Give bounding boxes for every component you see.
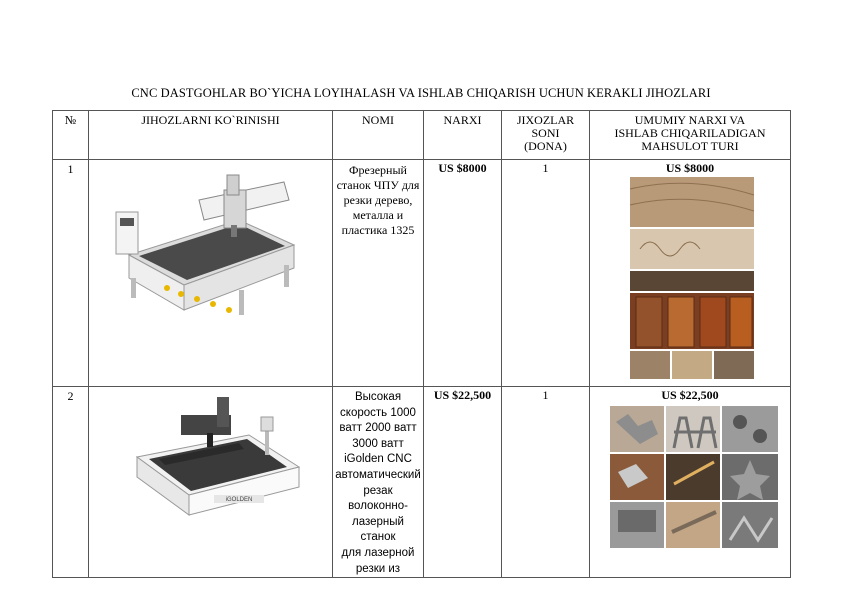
product-name-1	[333, 160, 424, 387]
quantity: 1	[502, 160, 590, 387]
name-line: лазерный станок	[352, 515, 404, 544]
name-line: резки из	[355, 562, 401, 575]
name-line: ватт 2000 ватт	[339, 422, 417, 435]
metal-cut-parts-collage-icon	[590, 402, 790, 552]
row-number: 2	[53, 387, 89, 578]
total-price: US $8000	[665, 161, 715, 175]
header-total	[590, 111, 791, 160]
table-row	[53, 160, 791, 387]
name-line: 3000 ватт	[352, 437, 404, 450]
name-line: для лазерной	[341, 546, 415, 559]
price: US $8000	[424, 160, 502, 387]
price: US $22,500	[424, 387, 502, 578]
name-line: пластика 1325	[341, 223, 415, 237]
row-number: 1	[53, 160, 89, 387]
product-name-2	[333, 387, 424, 578]
wood-and-door-products-collage-icon	[590, 175, 790, 381]
header-num: №	[53, 111, 89, 160]
header-qty-line2: SONI	[531, 126, 560, 140]
header-qty-line1: JIXOZLAR	[516, 113, 575, 127]
header-total-line1: UMUMIY NARXI VA	[634, 113, 746, 127]
name-line: Высокая	[354, 391, 402, 403]
name-line: автоматический	[335, 468, 421, 481]
table-header-row	[53, 111, 791, 160]
header-qty	[502, 111, 590, 160]
header-name: NOMI	[333, 111, 424, 160]
header-total-line2: ISHLAB CHIQARILADIGAN	[614, 126, 766, 140]
machine-brand-label: iGOLDEN	[225, 497, 253, 503]
name-line: резки дерево,	[343, 193, 413, 207]
total-cell	[590, 387, 791, 578]
name-line: скорость 1000	[340, 406, 416, 419]
name-line: металла и	[352, 208, 404, 222]
fiber-laser-cutter-icon	[89, 387, 332, 553]
name-line: станок ЧПУ для	[336, 178, 420, 192]
total-cell	[590, 160, 791, 387]
cnc-router-machine-icon	[89, 160, 332, 383]
machine-image-cell	[89, 387, 333, 578]
header-price: NARXI	[424, 111, 502, 160]
page-title: CNC DASTGOHLAR BO`YICHA LOYIHALASH VA ISHLAB CHIQARISH UCHUN KERAKLI JIHOZLARI	[131, 86, 711, 100]
header-qty-line3: (DONA)	[524, 139, 567, 153]
header-total-line3: MAHSULOT TURI	[641, 139, 739, 153]
name-line: резак волоконно-	[348, 484, 408, 513]
table-row	[53, 387, 791, 578]
quantity: 1	[502, 387, 590, 578]
equipment-table	[52, 110, 791, 578]
header-view: JIHOZLARNI KO`RINISHI	[89, 111, 333, 160]
total-price: US $22,500	[661, 388, 719, 402]
name-line: Фрезерный	[349, 163, 407, 177]
name-line: iGolden CNC	[344, 453, 412, 466]
machine-image-cell	[89, 160, 333, 387]
